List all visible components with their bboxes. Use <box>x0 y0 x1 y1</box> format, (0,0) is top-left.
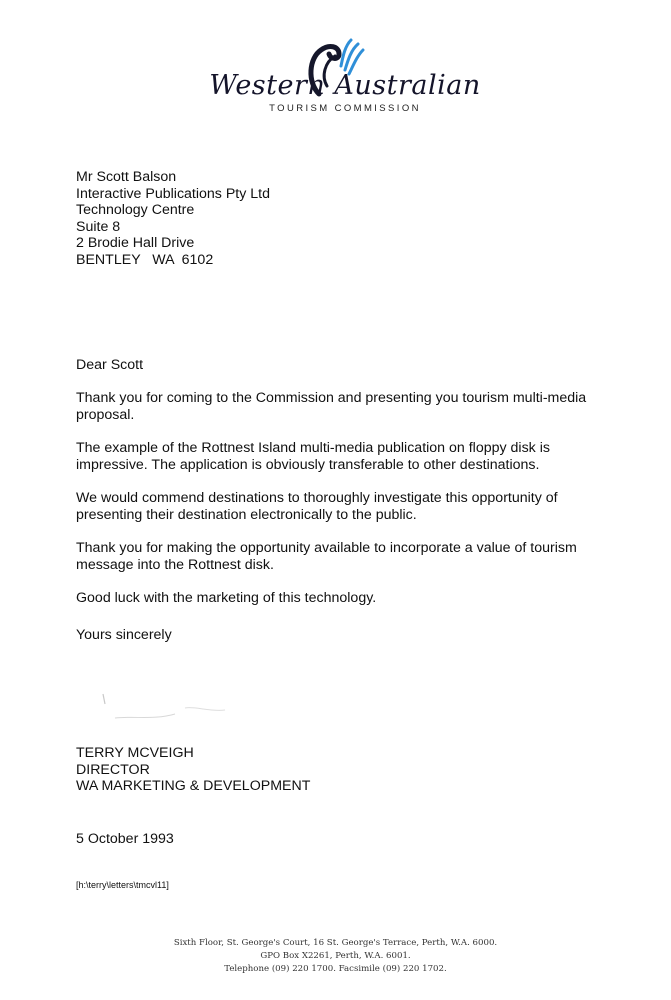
recipient-line: Technology Centre <box>76 202 195 218</box>
signature-mark-icon <box>95 688 245 728</box>
file-reference: [h:\terry\letters\tmcvl11] <box>76 880 169 890</box>
letterhead <box>0 30 671 120</box>
footer-line: Telephone (09) 220 1700. Facsimile (09) 220 1702. <box>224 964 447 974</box>
recipient-address <box>76 169 270 268</box>
footer-address <box>0 937 671 976</box>
recipient-line: BENTLEY WA 6102 <box>76 251 214 268</box>
body-paragraph: The example of the Rottnest Island multi-media publication on floppy disk is impressive. The application is obviously transferable to other destinations. <box>76 440 550 473</box>
body-paragraph: Good luck with the marketing of this technology. <box>76 590 377 606</box>
letterhead-name: Western Australian <box>209 70 481 101</box>
signatory-department: WA MARKETING & DEVELOPMENT <box>76 778 311 794</box>
signatory-name: TERRY MCVEIGH <box>76 745 194 761</box>
recipient-line: Suite 8 <box>76 218 121 235</box>
letterhead-subtitle: TOURISM COMMISSION <box>269 103 421 114</box>
letter-body <box>76 390 606 624</box>
body-paragraph: Thank you for coming to the Commission and presenting you tourism multi-media proposal. <box>76 390 587 423</box>
letter-date: 5 October 1993 <box>76 831 174 847</box>
recipient-line: 2 Brodie Hall Drive <box>76 235 195 251</box>
body-paragraph: We would commend destinations to thoroughly investigate this opportunity of presenting their destination electronically to the public. <box>76 490 558 523</box>
footer-line: Sixth Floor, St. George's Court, 16 St. George's Terrace, Perth, W.A. 6000. <box>173 938 498 948</box>
closing: Yours sincerely <box>76 627 172 643</box>
footer-line: GPO Box X2261, Perth, W.A. 6001. <box>260 951 411 961</box>
recipient-line: Mr Scott Balson <box>76 169 177 185</box>
signature-block <box>76 745 310 795</box>
salutation: Dear Scott <box>76 357 144 373</box>
signatory-title: DIRECTOR <box>76 761 150 778</box>
recipient-line: Interactive Publications Pty Ltd <box>76 185 270 202</box>
body-paragraph: Thank you for making the opportunity available to incorporate a value of tourism message into the Rottnest disk. <box>76 540 577 573</box>
